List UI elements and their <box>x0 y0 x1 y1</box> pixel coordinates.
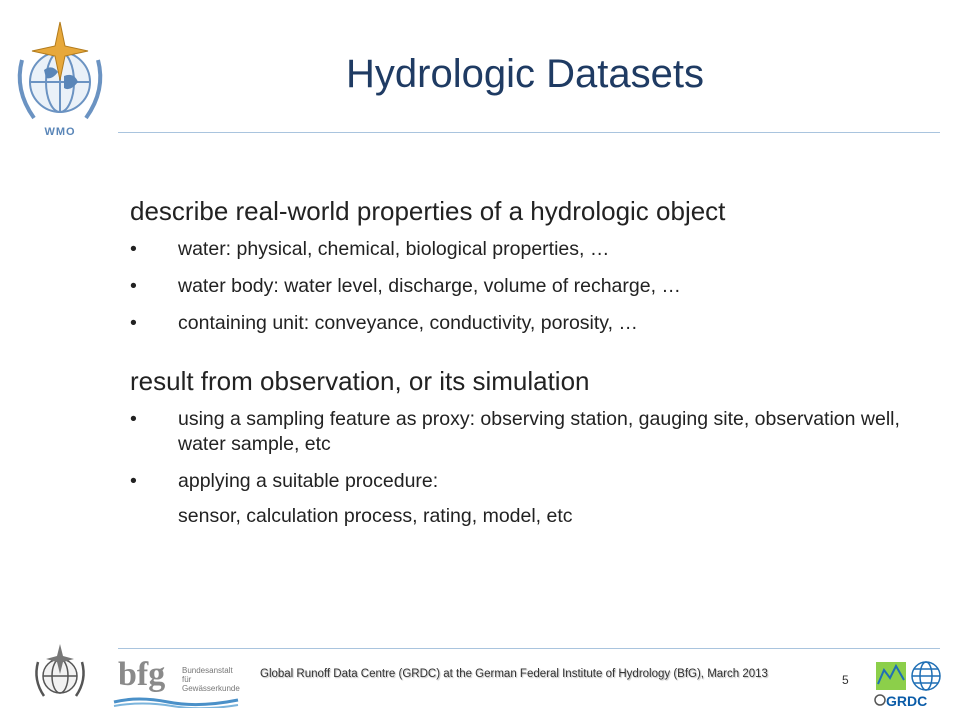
bullet-text: water body: water level, discharge, volume of recharge, … <box>178 275 681 297</box>
bullet-list-2 <box>130 407 920 494</box>
bullet-item <box>130 407 920 457</box>
bullet-icon: • <box>130 275 137 297</box>
slide-title: Hydrologic Datasets <box>346 52 704 96</box>
bullet-icon: • <box>130 312 137 334</box>
footer-credit: Global Runoff Data Centre (GRDC) at the German Federal Institute of Hydrology (BfG), March 2013 <box>260 668 768 680</box>
bullet-text: water: physical, chemical, biological properties, … <box>178 238 610 260</box>
bullet-item <box>130 469 920 494</box>
wmo-emblem-icon <box>30 640 90 706</box>
section-heading-1: describe real-world properties of a hydrologic object <box>130 196 726 226</box>
bullet-item <box>130 274 920 299</box>
bullet-item <box>130 237 920 262</box>
bullet-text: containing unit: conveyance, conductivity, porosity, … <box>178 312 638 334</box>
section-heading-2: result from observation, or its simulation <box>130 366 590 396</box>
footer-divider <box>118 648 940 649</box>
bullet-list-1 <box>130 237 920 336</box>
bullet-icon: • <box>130 470 137 492</box>
wmo-logo <box>8 20 112 138</box>
bullet-text: using a sampling feature as proxy: observing station, gauging site, observation well, water sample, etc <box>178 408 900 455</box>
bfg-logo-subtext: Bundesanstalt für Gewässerkunde <box>182 666 240 693</box>
page-number: 5 <box>842 673 849 687</box>
grdc-logo-text: GRDC <box>886 693 928 709</box>
bullet-continuation: sensor, calculation process, rating, model, etc <box>178 505 573 527</box>
bullet-icon: • <box>130 238 137 260</box>
slide-content <box>130 196 920 529</box>
wmo-logo-text: WMO <box>44 126 76 138</box>
bfg-logo-text: bfg <box>118 656 166 693</box>
bullet-item <box>130 311 920 336</box>
bullet-icon: • <box>130 408 137 430</box>
title-divider <box>118 132 940 133</box>
bullet-text: applying a suitable procedure: <box>178 470 439 492</box>
